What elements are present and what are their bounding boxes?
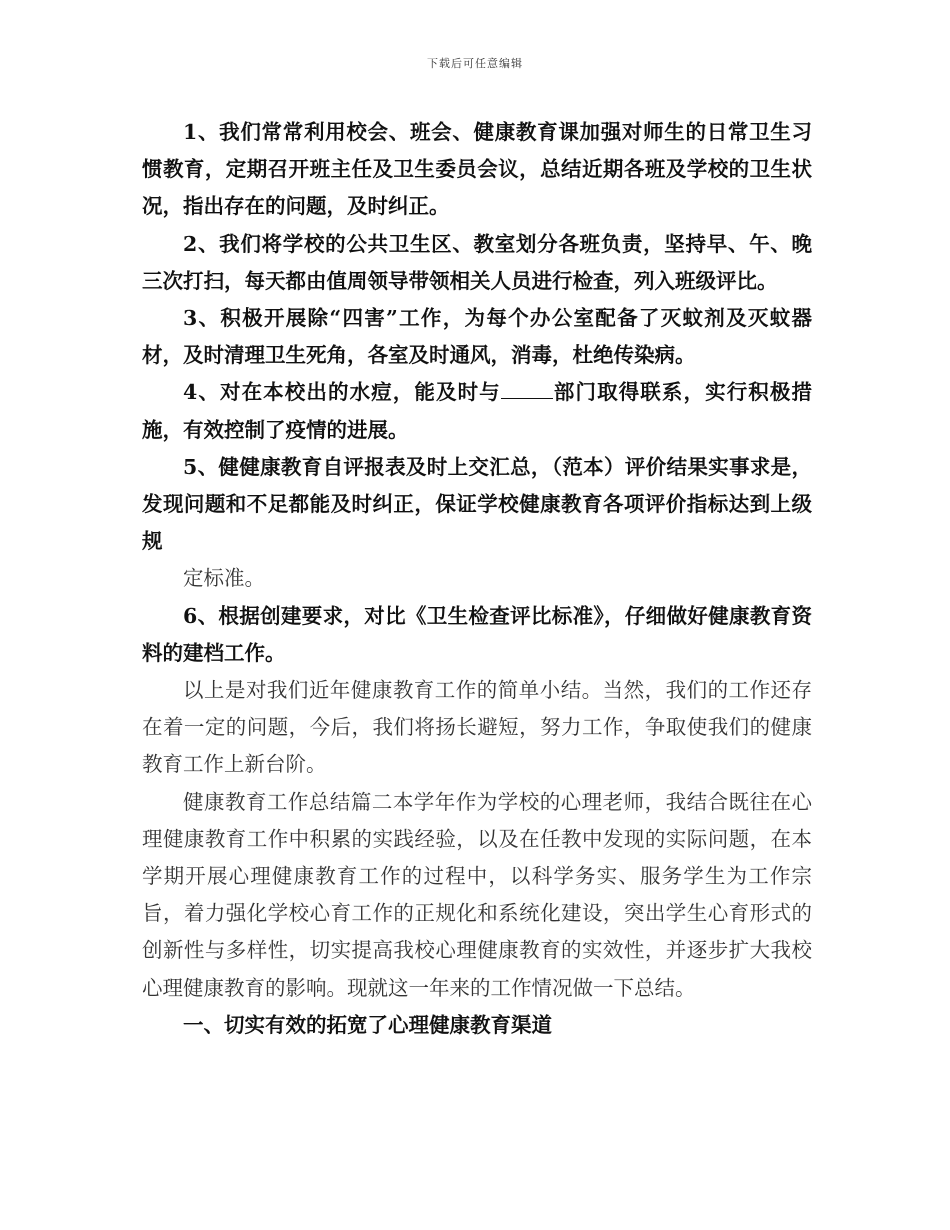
paragraph-3: 3、积极开展除“四害”工作，为每个办公室配备了灭蚊剂及灭蚊器材，及时清理卫生死角，各室及时通风，消毒，杜绝传染病。 [142, 306, 812, 368]
paragraph-6: 6、根据创建要求，对比《卫生检查评比标准》，仔细做好健康教育资料的建档工作。 [142, 603, 812, 665]
paragraph-2: 2、我们将学校的公共卫生区、教室划分各班负责，坚持早、午、晚三次打扫，每天都由值周领导带领相关人员进行检查，列入班级评比。 [142, 231, 812, 293]
paragraph-5: 5、健健康教育自评报表及时上交汇总，（范本）评价结果实事求是，发现问题和不足都能及时纠正，保证学校健康教育各项评价指标达到上级规 [142, 454, 812, 554]
page-header: 下载后可任意编辑 [427, 57, 523, 70]
document-body [142, 114, 812, 1044]
paragraph-4-after-blank: 部门取得联系，实行积极措施，有效控制了疫情的进展。 [142, 380, 813, 442]
paragraph-part-two: 健康教育工作总结篇二本学年作为学校的心理老师，我结合既往在心理健康教育工作中积累的实践经验，以及在任教中发现的实际问题，在本学期开展心理健康教育工作的过程中，以科学务实、服务学生为工作宗旨，着力强化学校心育工作的正规化和系统化建设，突出学生心育形式的创新性与多样性，切实提高我校心理健康教育的实效性，并逐步扩大我校心理健康教育的影响。现就这一年来的工作情况做一下总结。 [142, 789, 812, 1000]
paragraph-1: 1、我们常常利用校会、班会、健康教育课加强对师生的日常卫生习惯教育，定期召开班主任及卫生委员会议，总结近期各班及学校的卫生状况，指出存在的问题，及时纠正。 [142, 120, 812, 219]
paragraph-5-continuation: 定标准。 [183, 566, 265, 591]
paragraph-4 [142, 374, 812, 448]
paragraph-summary: 以上是对我们近年健康教育工作的简单小结。当然，我们的工作还存在着一定的问题，今后，我们将扬长避短，努力工作，争取使我们的健康教育工作上新台阶。 [142, 678, 812, 777]
fill-in-blank [501, 380, 553, 399]
paragraph-4-before-blank: 4、对在本校出的水痘，能及时与 [183, 380, 501, 405]
section-heading-1: 一、切实有效的拓宽了心理健康教育渠道 [183, 1012, 552, 1037]
